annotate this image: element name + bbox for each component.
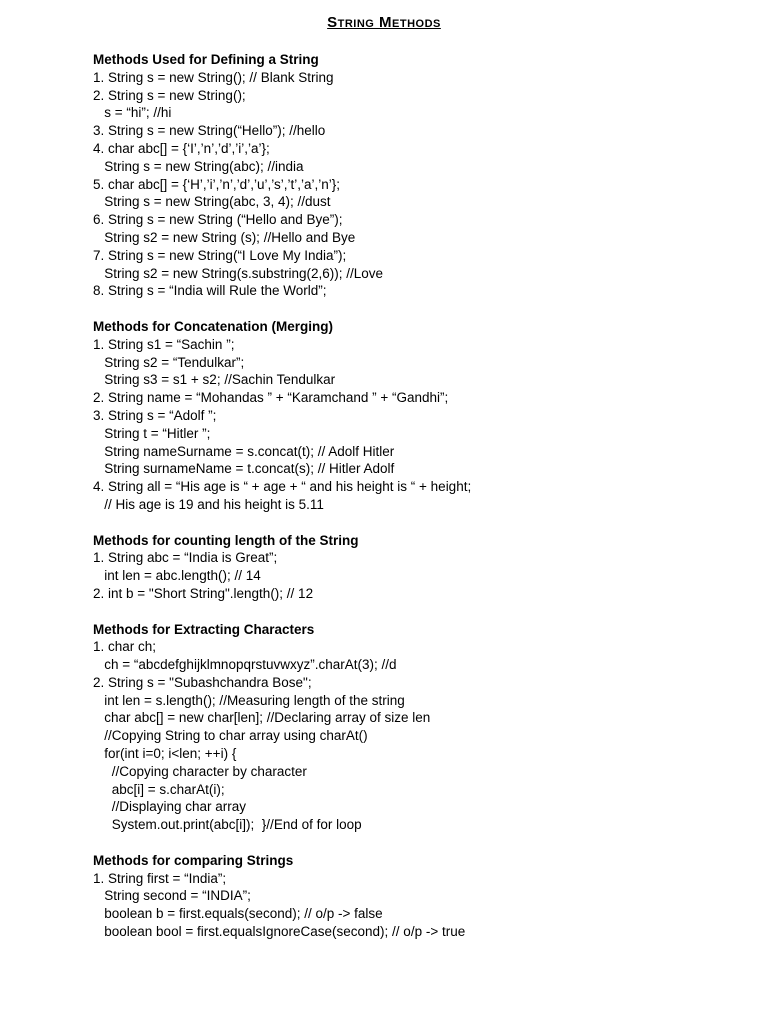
section-heading: Methods for comparing Strings [93,852,294,868]
code-line: s = “hi”; //hi [93,105,172,121]
code-line: String s = new String(abc, 3, 4); //dust [93,194,331,210]
code-line: String t = “Hitler ”; [93,425,211,441]
section-spacer [93,834,753,852]
code-line: String surnameName = t.concat(s); // Hitler Adolf [93,461,395,477]
code-line: //Copying String to char array using charAt() [93,728,368,744]
section-comparing [93,852,753,941]
code-line: 2. String s = new String(); [93,87,246,103]
code-line: 6. String s = new String (“Hello and Bye”); [93,212,343,228]
code-line: // His age is 19 and his height is 5.11 [93,496,324,512]
code-line: 1. String first = “India”; [93,870,227,886]
section-concatenation [93,318,753,514]
code-line: //Copying character by character [93,763,307,779]
code-line: int len = abc.length(); // 14 [93,568,261,584]
section-heading: Methods for Concatenation (Merging) [93,318,333,334]
section-spacer [93,514,753,532]
code-line: 4. String all = “His age is “ + age + “ and his height is “ + height; [93,479,472,495]
page-title: String Methods [327,14,441,31]
code-line: String s2 = new String (s); //Hello and Bye [93,229,356,245]
code-line: for(int i=0; i<len; ++i) { [93,746,237,762]
section-spacer [93,603,753,621]
code-line: String s2 = “Tendulkar”; [93,354,245,370]
code-line: 7. String s = new String(“I Love My India”); [93,247,347,263]
code-line: 3. String s = “Adolf ”; [93,407,217,423]
section-extracting-characters [93,621,753,835]
code-line: boolean bool = first.equalsIgnoreCase(second); // o/p -> true [93,924,466,940]
code-line: abc[i] = s.charAt(i); [93,781,225,797]
code-line: //Displaying char array [93,799,247,815]
section-heading: Methods for Extracting Characters [93,621,315,637]
code-line: 1. char ch; [93,639,157,655]
code-line: boolean b = first.equals(second); // o/p -> false [93,906,383,922]
code-line: String s2 = new String(s.substring(2,6)); //Love [93,265,383,281]
code-line: String second = “INDIA”; [93,888,251,904]
code-line: System.out.print(abc[i]); }//End of for loop [93,817,362,833]
document-body [93,51,753,941]
code-line: 2. String name = “Mohandas ” + “Karamchand ” + “Gandhi”; [93,390,449,406]
code-line: int len = s.length(); //Measuring length of the string [93,692,405,708]
code-line: String nameSurname = s.concat(t); // Adolf Hitler [93,443,395,459]
code-line: 3. String s = new String(“Hello”); //hello [93,123,326,139]
section-defining-string [93,51,753,300]
code-line: 1. String s1 = “Sachin ”; [93,336,235,352]
code-line: 8. String s = “India will Rule the World”; [93,283,327,299]
code-line: String s = new String(abc); //india [93,158,304,174]
section-spacer [93,300,753,318]
code-line: char abc[] = new char[len]; //Declaring array of size len [93,710,431,726]
code-line: 1. String s = new String(); // Blank String [93,69,334,85]
section-heading: Methods for counting length of the String [93,532,359,548]
code-line: String s3 = s1 + s2; //Sachin Tendulkar [93,372,336,388]
code-line: 4. char abc[] = {‘I’,’n’,’d’,’i’,’a’}; [93,140,270,156]
code-line: ch = “abcdefghijklmnopqrstuvwxyz”.charAt(3); //d [93,657,397,673]
section-heading: Methods Used for Defining a String [93,52,319,67]
section-length [93,532,753,603]
code-line: 2. String s = "Subashchandra Bose"; [93,674,312,690]
code-line: 5. char abc[] = {‘H’,’i’,’n’,’d’,’u’,’s’,’t’,’a’,’n’}; [93,176,340,192]
code-line: 1. String abc = “India is Great”; [93,550,278,566]
code-line: 2. int b = "Short String".length(); // 12 [93,585,314,601]
